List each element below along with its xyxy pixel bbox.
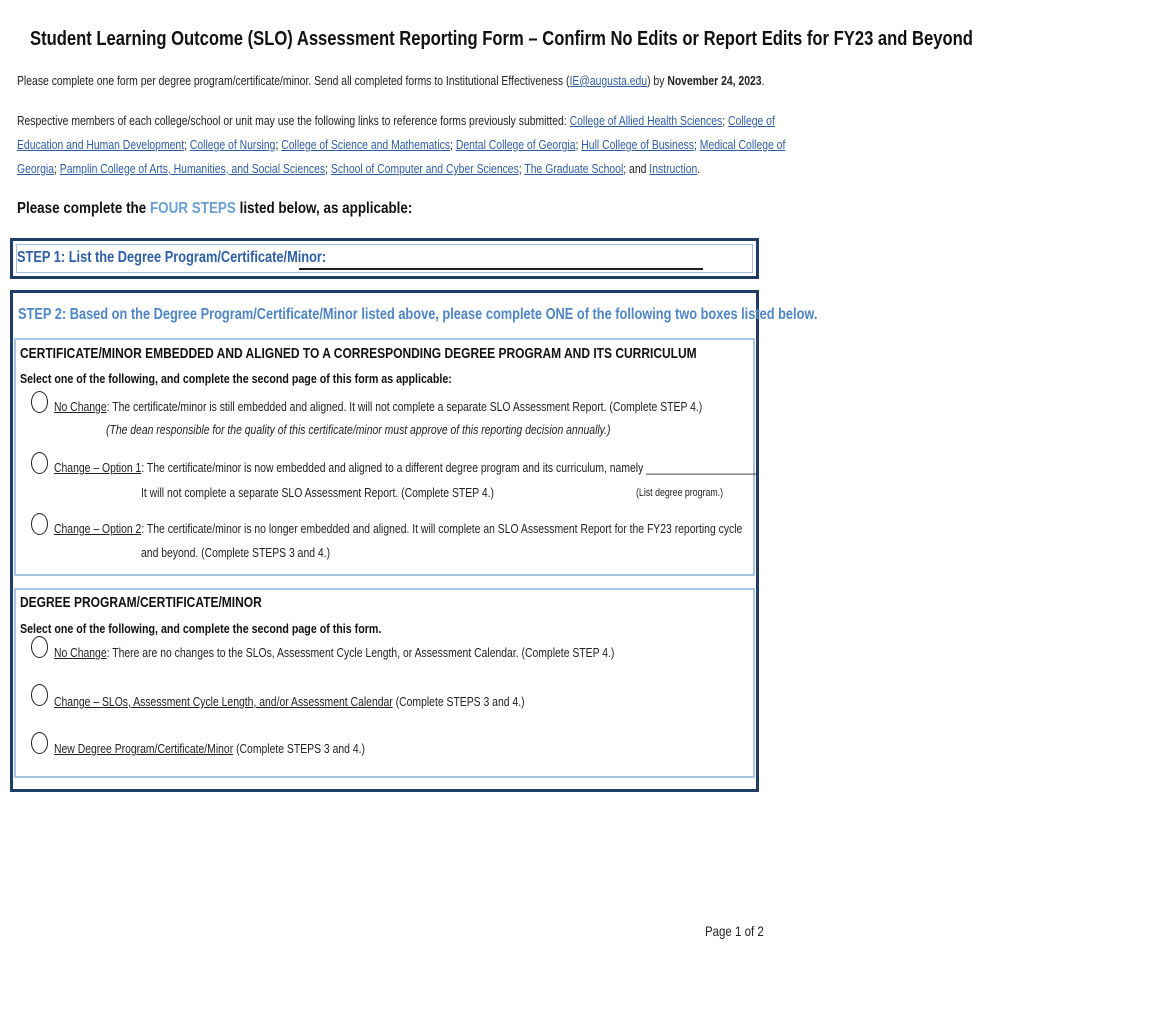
- deadline: November 24, 2023: [667, 73, 762, 88]
- box2-option-2: Change – SLOs, Assessment Cycle Length, and/or Assessment Calendar (Complete STEPS 3 and 4.): [54, 694, 525, 709]
- radio-box1-no-change[interactable]: [31, 391, 48, 413]
- step1-box: [10, 238, 759, 279]
- step2-heading: STEP 2: Based on the Degree Program/Certificate/Minor listed above, please complete ONE of the following two boxes listed below.: [18, 306, 818, 323]
- step2-box: [10, 290, 818, 792]
- box1-option-2: Change – Option 1: The certificate/minor is now embedded and aligned to a different degree program and its curriculum, namely ___________________.: [54, 460, 759, 475]
- link-computer-cyber[interactable]: School of Computer and Cyber Sciences: [330, 161, 519, 176]
- box1-option-1: No Change: The certificate/minor is still embedded and aligned. It will not complete a separate SLO Assessment Report. (Complete STEP 4.): [54, 399, 703, 414]
- link-graduate-school[interactable]: The Graduate School: [524, 161, 624, 176]
- box1-instruction: Select one of the following, and complete the second page of this form as applicable:: [20, 371, 452, 386]
- box1-heading: CERTIFICATE/MINOR EMBEDDED AND ALIGNED TO A CORRESPONDING DEGREE PROGRAM AND ITS CURRICULUM: [20, 345, 697, 362]
- link-pamplin[interactable]: Pamplin College of Arts, Humanities, and Social Sciences: [59, 161, 326, 176]
- link-education-part2[interactable]: Education and Human Development: [17, 137, 185, 152]
- box2-option-3: New Degree Program/Certificate/Minor (Complete STEPS 3 and 4.): [54, 741, 365, 756]
- radio-box2-change[interactable]: [31, 684, 48, 706]
- box1-option-3-line2: and beyond. (Complete STEPS 3 and 4.): [141, 545, 331, 560]
- link-hull[interactable]: Hull College of Business: [581, 137, 695, 152]
- box1-option-3: Change – Option 2: The certificate/minor is no longer embedded and aligned. It will complete an SLO Assessment Report for the FY23 reporting cycle: [54, 521, 743, 536]
- link-instruction[interactable]: Instruction: [649, 161, 698, 176]
- link-dental[interactable]: Dental College of Georgia: [455, 137, 576, 152]
- box2-heading: DEGREE PROGRAM/CERTIFICATE/MINOR: [20, 594, 262, 611]
- box1-option-1-note: (The dean responsible for the quality of this certificate/minor must approve of this reporting decision annually.): [106, 422, 611, 437]
- program-name-field[interactable]: [299, 268, 703, 270]
- link-science-math[interactable]: College of Science and Mathematics: [281, 137, 451, 152]
- link-nursing[interactable]: College of Nursing: [189, 137, 276, 152]
- radio-box1-change-option-2[interactable]: [31, 513, 48, 535]
- degree-program-box: [14, 588, 755, 778]
- box2-option-1: No Change: There are no changes to the SLOs, Assessment Cycle Length, or Assessment Calendar. (Complete STEP 4.): [54, 645, 615, 660]
- refs-line-3: Georgia; Pamplin College of Arts, Humanities, and Social Sciences; School of Computer and Cyber Sciences; The Graduate School; and Instruction.: [17, 161, 701, 176]
- page-number: Page 1 of 2: [705, 923, 764, 939]
- box2-instruction: Select one of the following, and complete the second page of this form.: [20, 621, 382, 636]
- step1-label: STEP 1: List the Degree Program/Certificate/Minor:: [17, 249, 327, 266]
- link-education-part1[interactable]: College of: [728, 113, 775, 128]
- radio-box2-new-program[interactable]: [31, 732, 48, 754]
- refs-line-2: Education and Human Development; College of Nursing; College of Science and Mathematics; Dental College of Georgia; Hull College of Business; Medical College of: [17, 137, 786, 152]
- page-title: Student Learning Outcome (SLO) Assessment Reporting Form – Confirm No Edits or Report Edits for FY23 and Beyond: [30, 28, 973, 50]
- email-link[interactable]: IE@augusta.edu: [569, 73, 648, 88]
- link-medical-part1[interactable]: Medical College of: [699, 137, 786, 152]
- four-steps-heading: Please complete the FOUR STEPS listed below, as applicable:: [17, 200, 413, 217]
- intro-text: Please complete one form per degree program/certificate/minor. Send all completed forms to Institutional Effectiveness (IE@augusta.edu) by November 24, 2023.: [17, 73, 765, 88]
- radio-box2-no-change[interactable]: [31, 636, 48, 658]
- box1-option-2-line2: It will not complete a separate SLO Assessment Report. (Complete STEP 4.): [141, 485, 494, 500]
- radio-box1-change-option-1[interactable]: [31, 452, 48, 474]
- box1-option-2-note: (List degree program.): [636, 487, 724, 499]
- link-allied-health[interactable]: College of Allied Health Sciences: [569, 113, 723, 128]
- certificate-minor-box: [14, 338, 759, 576]
- refs-line-1: Respective members of each college/school or unit may use the following links to reference forms previously submitted: College of Allied Health Sciences; College of: [17, 113, 775, 128]
- link-medical-part2[interactable]: Georgia: [17, 161, 54, 176]
